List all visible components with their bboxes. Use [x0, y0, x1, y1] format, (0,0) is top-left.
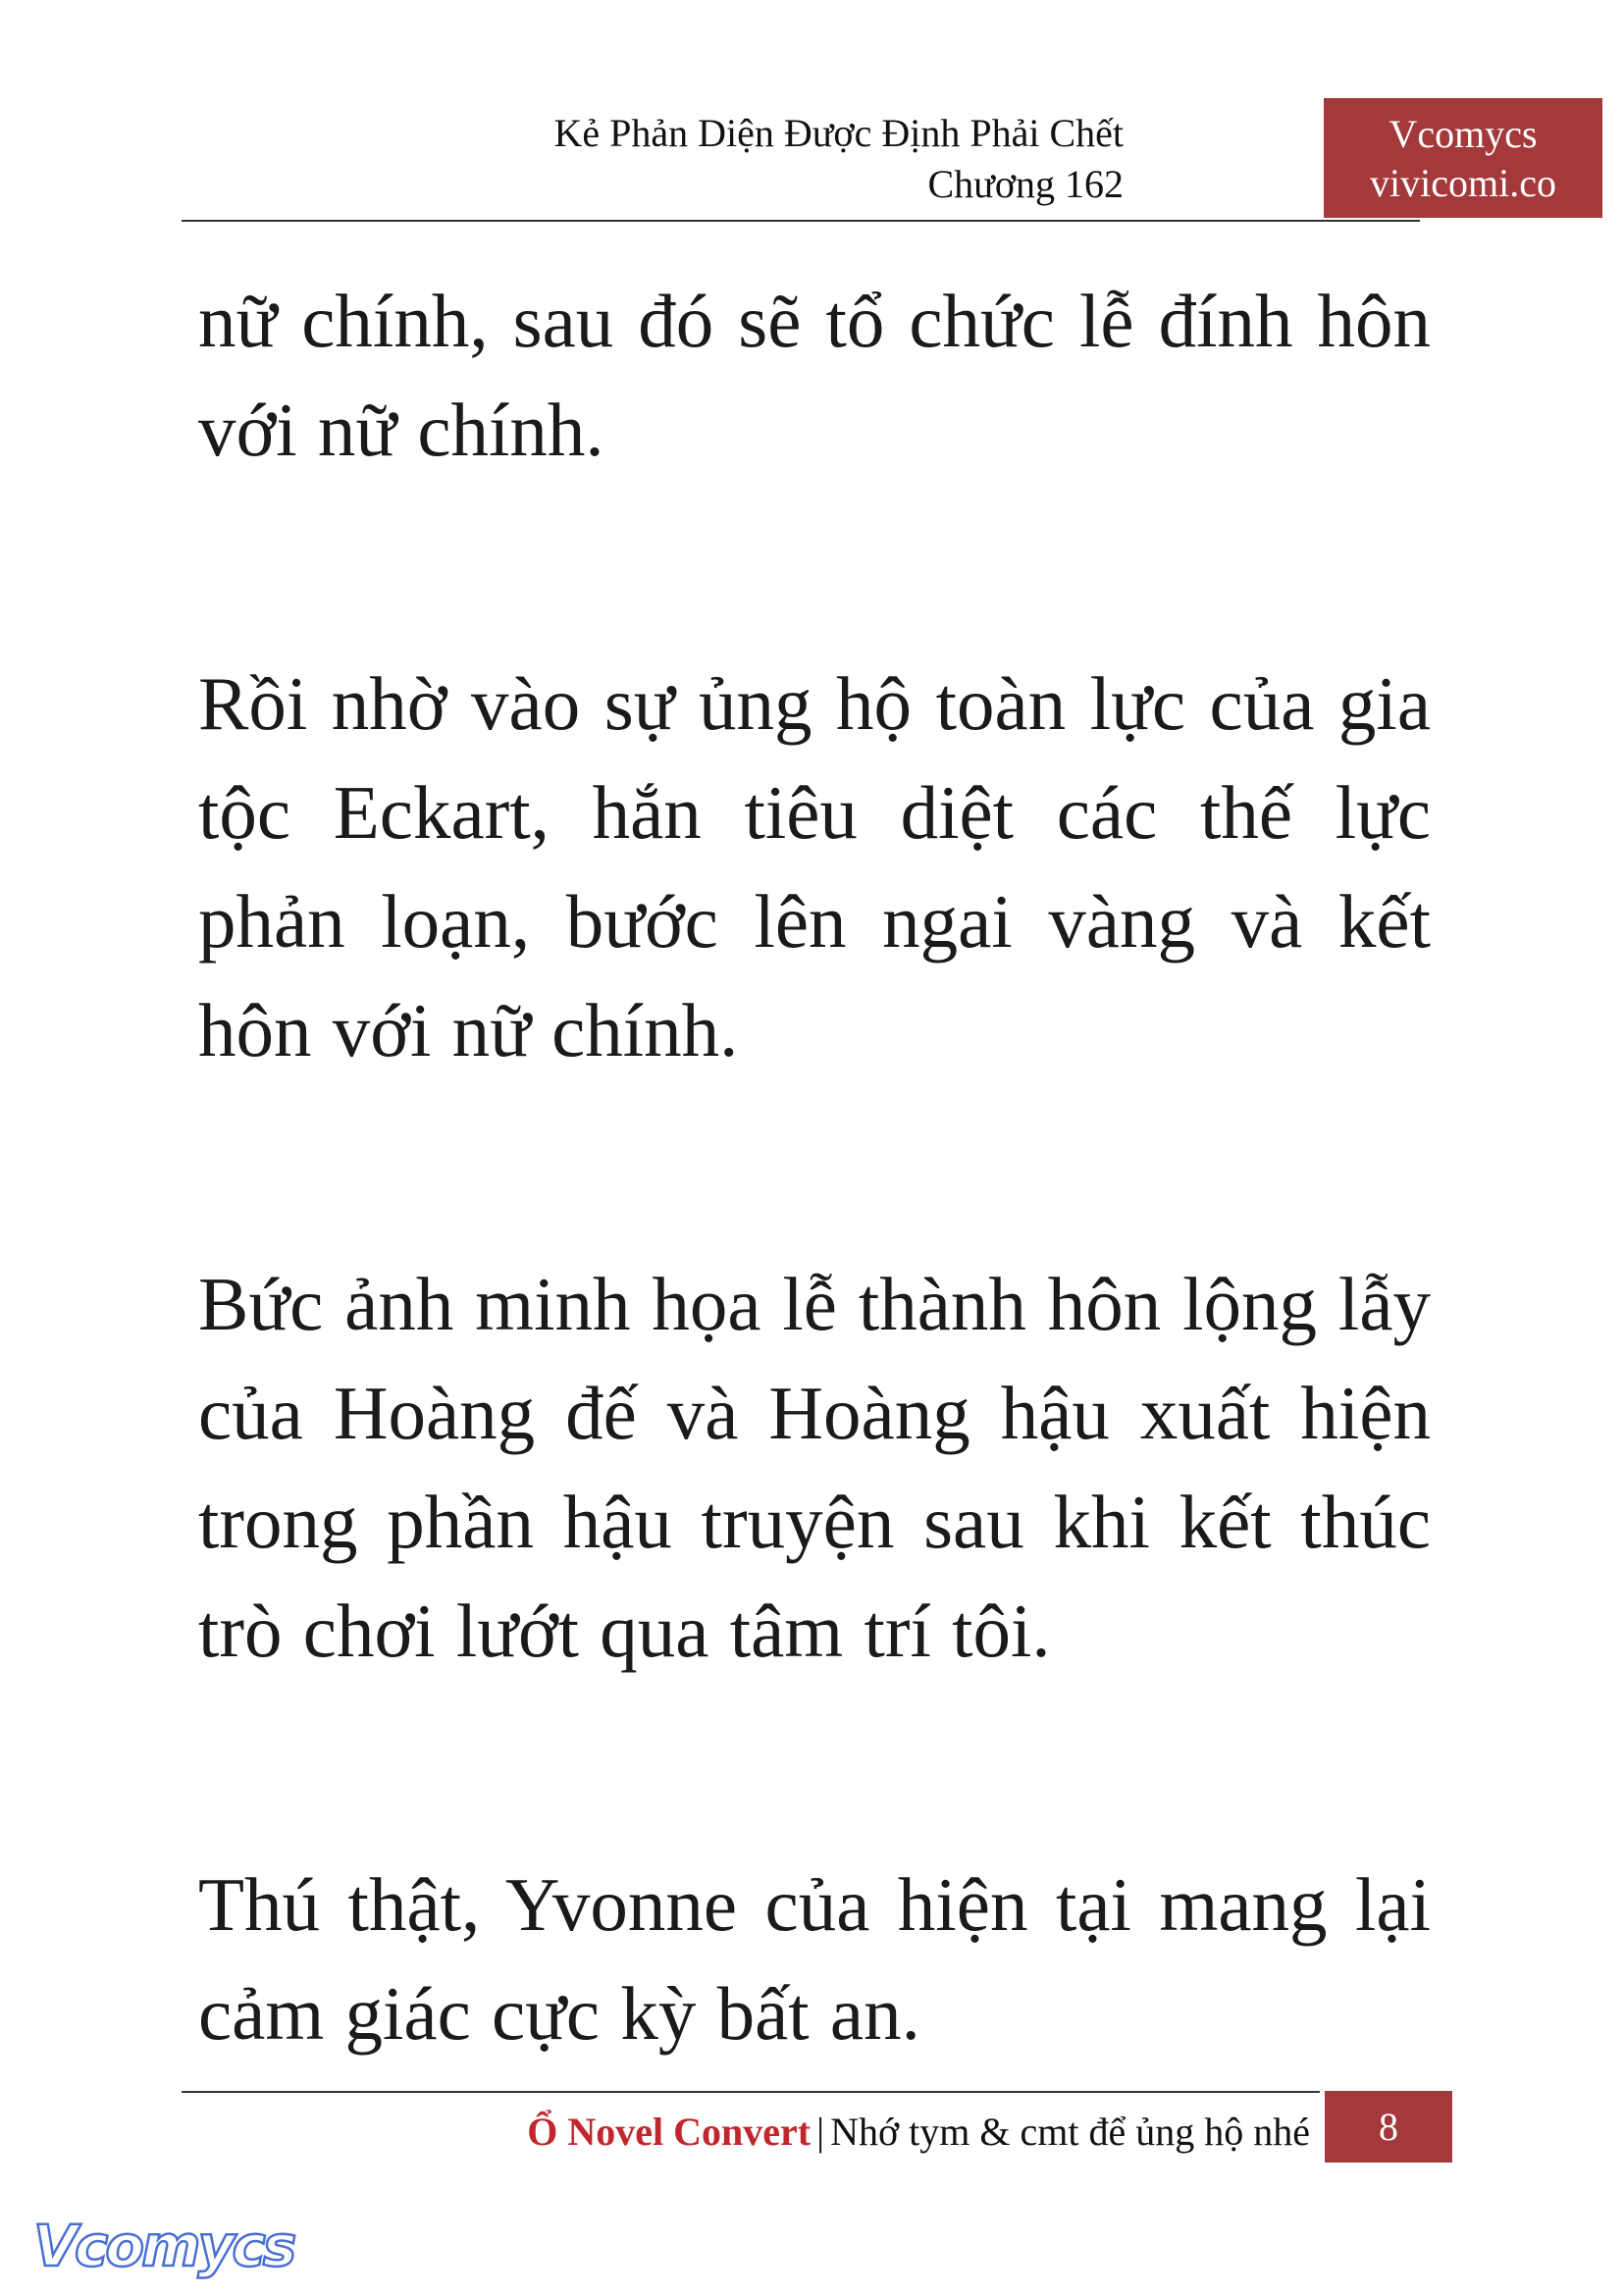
watermark-logo: [29, 2213, 294, 2286]
chapter-body: [198, 267, 1431, 2233]
footer-message: Nhớ tym & cmt để ủng hộ nhé: [830, 2110, 1310, 2154]
paragraph: nữ chính, sau đó sẽ tổ chức lễ đính hôn với nữ chính.: [198, 279, 1431, 472]
site-badge-url: vivicomi.co: [1370, 161, 1556, 205]
header-title-block: [553, 108, 1124, 210]
svg-text:Vcomycs: Vcomycs: [33, 2213, 294, 2279]
header-divider: [182, 220, 1420, 222]
paragraph: Thú thật, Yvonne của hiện tại mang lại cảm giác cực kỳ bất an.: [198, 1862, 1431, 2056]
page-number: 8: [1325, 2091, 1452, 2163]
site-badge: [1324, 98, 1602, 218]
paragraph: Bức ảnh minh họa lễ thành hôn lộng lẫy của Hoàng đế và Hoàng hậu xuất hiện trong phần hậu truyện sau khi kết thúc trò chơi lướt qua tâm trí tôi.: [198, 1262, 1431, 1673]
footer-divider: [182, 2091, 1320, 2093]
footer-separator: |: [816, 2110, 825, 2154]
book-title: Kẻ Phản Diện Được Định Phải Chết: [553, 111, 1124, 155]
paragraph: Rồi nhờ vào sự ủng hộ toàn lực của gia tộc Eckart, hắn tiêu diệt các thế lực phản loạn, bước lên ngai vàng và kết hôn với nữ chính.: [198, 661, 1431, 1072]
footer-brand: Ổ Novel Convert: [527, 2110, 812, 2154]
watermark-logo-graphic: [29, 2213, 294, 2281]
page-header: [182, 96, 1556, 222]
site-badge-name: Vcomycs: [1388, 112, 1538, 156]
page-footer: [182, 2091, 1452, 2169]
footer-text: [527, 2103, 1310, 2162]
chapter-label: Chương 162: [927, 162, 1124, 206]
